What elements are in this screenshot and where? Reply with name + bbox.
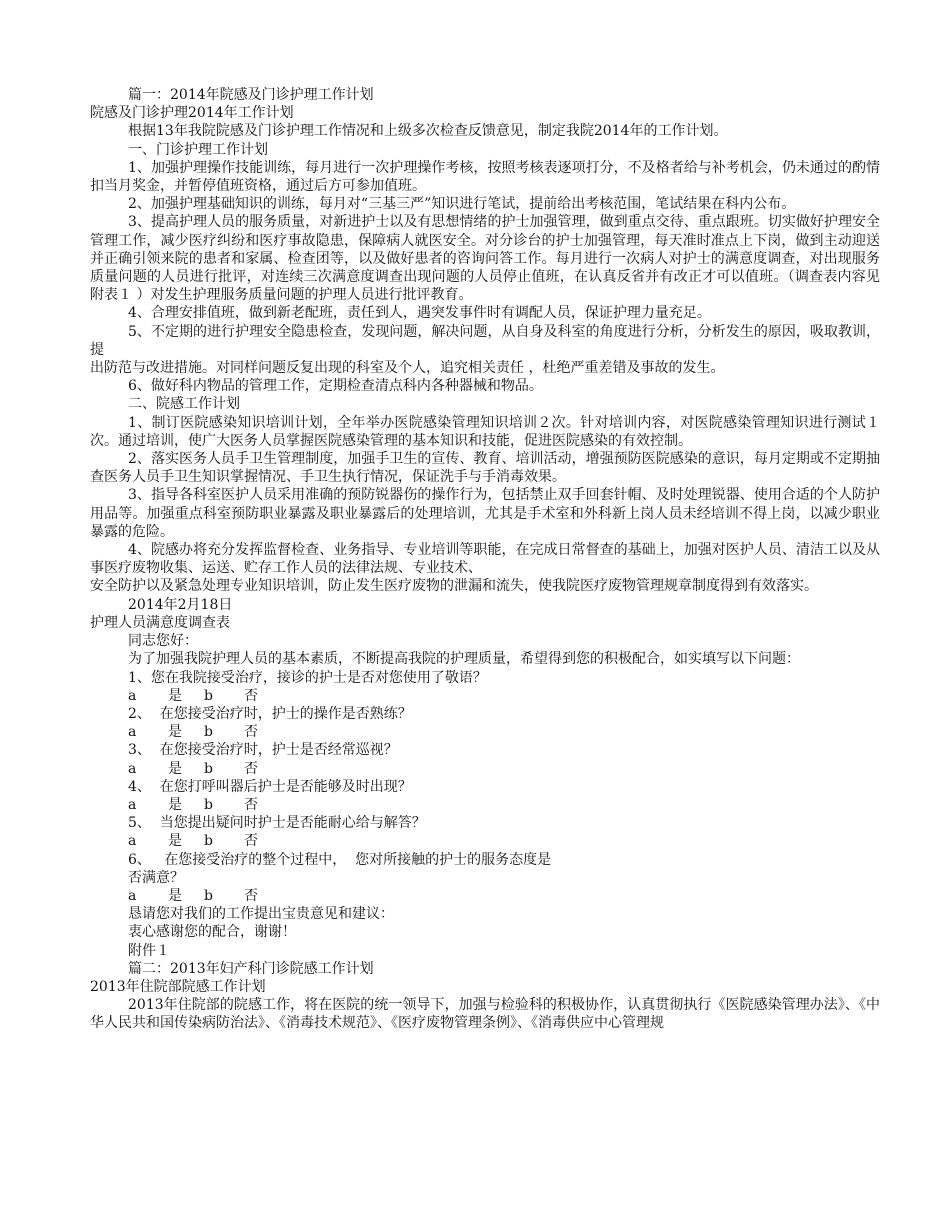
paragraph: 3、指导各科室医护人员采用准确的预防锐器伤的操作行为，包括禁止双手回套针帽、及时处理锐器、使用合适的个人防护用品等。加强重点科室预防职业暴露及职业暴露后的处理培训，尤其是手术室和外科新上岗人员未经培训不得上岗，以减少职业暴露的危险。: [90, 487, 880, 540]
option-b-label: b: [204, 687, 213, 704]
option-a-label: a: [128, 833, 137, 850]
paragraph: 2、落实医务人员手卫生管理制度，加强手卫生的宣传、教育、培训活动，增强预防医院感染的意识，每月定期或不定期抽查医务人员手卫生知识掌握情况、手卫生执行情况，保证洗手与手消毒效果。: [90, 451, 880, 486]
answer-options: [90, 887, 880, 905]
option-no: 否: [244, 833, 258, 850]
option-no: 否: [244, 724, 258, 741]
question-2: 2、 在您接受治疗时，护士的操作是否熟练？: [128, 705, 412, 722]
attachment-label: 附件１: [128, 942, 170, 959]
option-a-label: a: [128, 724, 137, 741]
date-line: 2014年2月18日: [128, 596, 233, 613]
article-title-1: 篇一：2014年院感及门诊护理工作计划: [128, 87, 374, 103]
option-yes: 是: [168, 687, 182, 704]
paragraph: 6、做好科内物品的管理工作，定期检查清点科内各种器械和物品。: [128, 378, 543, 395]
section-heading-infection: 二、院感工作计划: [128, 396, 240, 413]
answer-options: [90, 832, 880, 850]
paragraph: 4、合理安排值班，做到新老配班，责任到人，遇突发事件时有调配人员，保证护理力量充足。: [128, 305, 711, 322]
survey-title: 护理人员满意度调查表: [90, 614, 230, 631]
question-3: 3、 在您接受治疗时，护士是否经常巡视？: [128, 742, 398, 759]
option-b-label: b: [204, 887, 213, 904]
paragraph: 5、不定期的进行护理安全隐患检查，发现问题，解决问题，从自身及科室的角度进行分析，分析发生的原因，吸取教训，提: [90, 323, 880, 358]
option-a-label: a: [128, 887, 137, 904]
section-heading-outpatient: 一、门诊护理工作计划: [128, 141, 268, 158]
question-4: 4、 在您打呼叫器后护士是否能够及时出现？: [128, 778, 412, 795]
option-b-label: b: [204, 796, 213, 813]
paragraph: 3、提高护理人员的服务质量，对新进护士以及有思想情绪的护士加强管理，做到重点交待、重点跟班。切实做好护理安全管理工作，减少医疗纠纷和医疗事故隐患，保障病人就医安全。对分诊台的护士加强管理，每天准时准点上下岗，做到主动迎送并正确引领来院的患者和家属、检查团等，以及做好患者的咨询问答工作。每月进行一次病人对护士的满意度调查，对出现服务质量问题的人员进行批评，对连续三次满意度调查出现问题的人员停止值班，在认真反省并有改正才可以值班。（调查表内容见附表１ ）对发生护理服务质量问题的护理人员进行批评教育。: [90, 214, 880, 304]
answer-options: [90, 796, 880, 814]
answer-options: [90, 723, 880, 741]
greeting: 同志您好：: [128, 633, 198, 650]
answer-options: [90, 760, 880, 778]
option-yes: 是: [168, 887, 182, 904]
document-page: [90, 86, 880, 1033]
option-a-label: a: [128, 687, 137, 704]
option-b-label: b: [204, 724, 213, 741]
option-yes: 是: [168, 724, 182, 741]
option-a-label: a: [128, 760, 137, 777]
paragraph: 2、加强护理基础知识的训练，每月对“三基三严”知识进行笔试，提前给出考核范围，笔试结果在科内公布。: [128, 196, 796, 213]
option-no: 否: [244, 796, 258, 813]
question-6-continued: 否满意？: [128, 869, 184, 886]
option-yes: 是: [168, 796, 182, 813]
plan-title-2013: 2013年住院部院感工作计划: [90, 978, 266, 995]
option-a-label: a: [128, 796, 137, 813]
feedback-request: 恳请您对我们的工作提出宝贵意见和建议：: [128, 906, 394, 923]
intro-paragraph: 根据13年我院院感及门诊护理工作情况和上级多次检查反馈意见，制定我院2014年的工作计划。: [128, 123, 728, 140]
option-yes: 是: [168, 833, 182, 850]
paragraph: 4、院感办将充分发挥监督检查、业务指导、专业培训等职能，在完成日常督查的基础上，加强对医护人员、清洁工以及从事医疗废物收集、运送、贮存工作人员的法律法规、专业技术、: [90, 542, 880, 577]
paragraph: 1、加强护理操作技能训练，每月进行一次护理操作考核，按照考核表逐项打分，不及格者给与补考机会，仍未通过的酌情扣当月奖金，并暂停值班资格，通过后方可参加值班。: [90, 159, 880, 195]
option-b-label: b: [204, 760, 213, 777]
option-no: 否: [244, 887, 258, 904]
question-6: 6、 在您接受治疗的整个过程中， 您对所接触的护士的服务态度是: [128, 851, 552, 868]
closing-paragraph: 2013年住院部的院感工作，将在医院的统一领导下，加强与检验科的积极协作，认真贯彻执行《医院感染管理办法》、《中华人民共和国传染病防治法》、《消毒技术规范》、《医疗废物管理条例》、《消毒供应中心管理规: [90, 997, 880, 1032]
paragraph-continued: 安全防护以及紧急处理专业知识培训，防止发生医疗废物的泄漏和流失，使我院医疗废物管理规章制度得到有效落实。: [90, 578, 818, 595]
article-title-2: 篇二：2013年妇产科门诊院感工作计划: [128, 960, 374, 977]
answer-options: [90, 687, 880, 705]
survey-intro: 为了加强我院护理人员的基本素质，不断提高我院的护理质量，希望得到您的积极配合，如实填写以下问题：: [128, 651, 800, 668]
paragraph-continued: 出防范与改进措施。对同样问题反复出现的科室及个人，追究相关责任 ，杜绝严重差错及事故的发生。: [90, 360, 725, 377]
thanks-line: 衷心感谢您的配合，谢谢！: [128, 924, 296, 941]
question-1: 1、您在我院接受治疗，接诊的护士是否对您使用了敬语？: [128, 669, 487, 686]
paragraph: 1、制订医院感染知识培训计划，全年举办医院感染管理知识培训２次。针对培训内容，对医院感染管理知识进行测试１次。通过培训，使广大医务人员掌握医院感染管理的基本知识和技能，促进医院感染的有效控制。: [90, 414, 880, 449]
option-b-label: b: [204, 833, 213, 850]
question-5: 5、 当您提出疑问时护士是否能耐心给与解答？: [128, 815, 426, 832]
option-no: 否: [244, 687, 258, 704]
option-yes: 是: [168, 760, 182, 777]
plan-title: 院感及门诊护理2014年工作计划: [90, 105, 294, 122]
option-no: 否: [244, 760, 258, 777]
